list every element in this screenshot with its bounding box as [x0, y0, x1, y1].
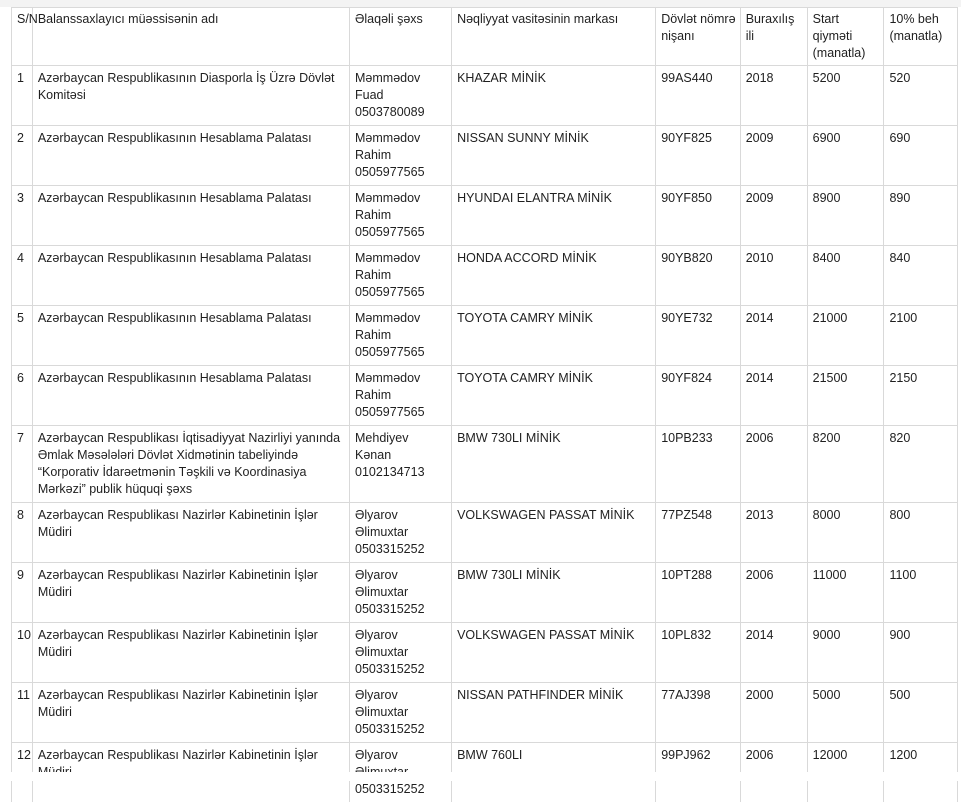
bottom-edge	[0, 772, 961, 781]
cell-release-year: 2010	[740, 246, 807, 306]
cell-contact: Məmmədov Rahim 0505977565	[350, 126, 452, 186]
cell-contact: Məmmədov Rahim 0505977565	[350, 306, 452, 366]
cell-organization: Azərbaycan Respublikası Nazirlər Kabinetinin İşlər Müdiri	[32, 503, 349, 563]
table-row	[12, 563, 958, 623]
cell-vehicle-mark: BMW 760LI	[452, 743, 656, 802]
cell-start-price: 8200	[807, 426, 884, 503]
cell-contact: Məmmədov Rahim 0505977565	[350, 366, 452, 426]
cell-contact: Əlyarov Əlimuxtar 0503315252	[350, 623, 452, 683]
cell-sn: 1	[12, 66, 33, 126]
cell-release-year: 2006	[740, 563, 807, 623]
cell-contact: Məmmədov Fuad 0503780089	[350, 66, 452, 126]
table-row	[12, 503, 958, 563]
header-deposit: 10% beh (manatla)	[884, 8, 958, 66]
cell-start-price: 21500	[807, 366, 884, 426]
cell-vehicle-mark: VOLKSWAGEN PASSAT MİNİK	[452, 623, 656, 683]
cell-contact: Əlyarov Əlimuxtar 0503315252	[350, 683, 452, 743]
table-row	[12, 186, 958, 246]
cell-start-price: 12000	[807, 743, 884, 802]
cell-release-year: 2009	[740, 186, 807, 246]
cell-sn: 2	[12, 126, 33, 186]
table-row	[12, 366, 958, 426]
cell-organization: Azərbaycan Respublikası Nazirlər Kabinetinin İşlər Müdiri	[32, 563, 349, 623]
cell-contact: Əlyarov 0503315252	[350, 743, 452, 802]
cell-release-year: 2013	[740, 503, 807, 563]
cell-start-price: 5000	[807, 683, 884, 743]
header-vehicle-mark: Nəqliyyat vasitəsinin markası	[452, 8, 656, 66]
cell-vehicle-mark: VOLKSWAGEN PASSAT MİNİK	[452, 503, 656, 563]
cell-deposit: 820	[884, 426, 958, 503]
cell-start-price: 8900	[807, 186, 884, 246]
table-body	[12, 66, 958, 802]
cell-deposit: 2150	[884, 366, 958, 426]
cell-vehicle-mark: HYUNDAI ELANTRA MİNİK	[452, 186, 656, 246]
cell-vehicle-mark: BMW 730LI MİNİK	[452, 563, 656, 623]
cell-release-year: 2006	[740, 426, 807, 503]
cell-start-price: 21000	[807, 306, 884, 366]
cell-start-price: 6900	[807, 126, 884, 186]
cell-deposit: 840	[884, 246, 958, 306]
cell-deposit: 800	[884, 503, 958, 563]
cell-sn: 8	[12, 503, 33, 563]
cell-organization: Azərbaycan Respublikasının Hesablama Palatası	[32, 126, 349, 186]
cell-contact: Əlyarov Əlimuxtar 0503315252	[350, 563, 452, 623]
cell-organization: Azərbaycan Respublikası Nazirlər Kabinetinin İşlər Müdiri	[32, 623, 349, 683]
cell-organization: Azərbaycan Respublikasının Hesablama Palatası	[32, 186, 349, 246]
cell-vehicle-mark: TOYOTA CAMRY MİNİK	[452, 366, 656, 426]
cell-release-year: 2006	[740, 743, 807, 802]
cell-contact: Əlyarov Əlimuxtar 0503315252	[350, 503, 452, 563]
cell-vehicle-mark: NISSAN SUNNY MİNİK	[452, 126, 656, 186]
cell-sn: 6	[12, 366, 33, 426]
cell-deposit: 2100	[884, 306, 958, 366]
header-release-year: Buraxılış ili	[740, 8, 807, 66]
cell-vehicle-mark: NISSAN PATHFINDER MİNİK	[452, 683, 656, 743]
cell-sn: 7	[12, 426, 33, 503]
cell-vehicle-mark: BMW 730LI MİNİK	[452, 426, 656, 503]
cell-vehicle-mark: HONDA ACCORD MİNİK	[452, 246, 656, 306]
cell-sn: 4	[12, 246, 33, 306]
cell-plate-number: 77AJ398	[656, 683, 741, 743]
cell-organization: Azərbaycan Respublikasının Hesablama Palatası	[32, 306, 349, 366]
cell-sn: 12	[12, 743, 33, 802]
cell-vehicle-mark: TOYOTA CAMRY MİNİK	[452, 306, 656, 366]
cell-contact: Məmmədov Rahim 0505977565	[350, 186, 452, 246]
cell-organization: Azərbaycan Respublikasının Hesablama Palatası	[32, 246, 349, 306]
header-sn: S/N	[12, 8, 33, 66]
top-band	[0, 0, 961, 7]
cell-start-price: 8000	[807, 503, 884, 563]
cell-contact: Mehdiyev Kənan 0102134713	[350, 426, 452, 503]
table-row	[12, 246, 958, 306]
cell-deposit: 690	[884, 126, 958, 186]
table-row	[12, 426, 958, 503]
header-start-price: Start qiyməti (manatla)	[807, 8, 884, 66]
header-organization: Balanssaxlayıcı müəssisənin adı	[32, 8, 349, 66]
cell-release-year: 2014	[740, 306, 807, 366]
cell-organization: Azərbaycan Respublikası İqtisadiyyat Nazirliyi yanında Əmlak Məsələləri Dövlət Xidmətinin tabeliyində “Korporativ İdarəetmənin Təşkili və Koordinasiya Mərkəzi” publik hüquqi şəxs	[32, 426, 349, 503]
table-row	[12, 306, 958, 366]
cell-release-year: 2018	[740, 66, 807, 126]
cell-start-price: 9000	[807, 623, 884, 683]
cell-deposit: 1100	[884, 563, 958, 623]
cell-sn: 10	[12, 623, 33, 683]
cell-plate-number: 99PJ962	[656, 743, 741, 802]
table-row	[12, 66, 958, 126]
cell-plate-number: 90YF824	[656, 366, 741, 426]
header-contact: Əlaqəli şəxs	[350, 8, 452, 66]
cell-plate-number: 90YB820	[656, 246, 741, 306]
cell-start-price: 5200	[807, 66, 884, 126]
cell-release-year: 2009	[740, 126, 807, 186]
cell-plate-number: 90YF825	[656, 126, 741, 186]
table-row	[12, 623, 958, 683]
table-row	[12, 126, 958, 186]
cell-organization: Azərbaycan Respublikası Nazirlər Kabinetinin İşlər Müdiri	[32, 683, 349, 743]
cell-plate-number: 99AS440	[656, 66, 741, 126]
cell-start-price: 11000	[807, 563, 884, 623]
header-plate-number: Dövlət nömrə nişanı	[656, 8, 741, 66]
vehicle-auction-table	[11, 7, 958, 802]
cell-organization: Azərbaycan Respublikası Nazirlər Kabinetinin İşlər	[32, 743, 349, 802]
cell-deposit: 500	[884, 683, 958, 743]
cell-release-year: 2000	[740, 683, 807, 743]
table-row	[12, 683, 958, 743]
cell-vehicle-mark: KHAZAR MİNİK	[452, 66, 656, 126]
cell-deposit: 520	[884, 66, 958, 126]
cell-sn: 11	[12, 683, 33, 743]
cell-plate-number: 90YF850	[656, 186, 741, 246]
cell-organization: Azərbaycan Respublikasının Diasporla İş Üzrə Dövlət Komitəsi	[32, 66, 349, 126]
cell-release-year: 2014	[740, 623, 807, 683]
cell-release-year: 2014	[740, 366, 807, 426]
cell-plate-number: 10PL832	[656, 623, 741, 683]
cell-plate-number: 77PZ548	[656, 503, 741, 563]
cell-sn: 9	[12, 563, 33, 623]
cell-start-price: 8400	[807, 246, 884, 306]
cell-plate-number: 10PB233	[656, 426, 741, 503]
cell-plate-number: 10PT288	[656, 563, 741, 623]
cell-sn: 3	[12, 186, 33, 246]
cell-deposit: 1200	[884, 743, 958, 802]
cell-organization: Azərbaycan Respublikasının Hesablama Palatası	[32, 366, 349, 426]
cell-deposit: 890	[884, 186, 958, 246]
table-header-row	[12, 8, 958, 66]
cell-plate-number: 90YE732	[656, 306, 741, 366]
cell-contact: Məmmədov Rahim 0505977565	[350, 246, 452, 306]
cell-deposit: 900	[884, 623, 958, 683]
cell-sn: 5	[12, 306, 33, 366]
